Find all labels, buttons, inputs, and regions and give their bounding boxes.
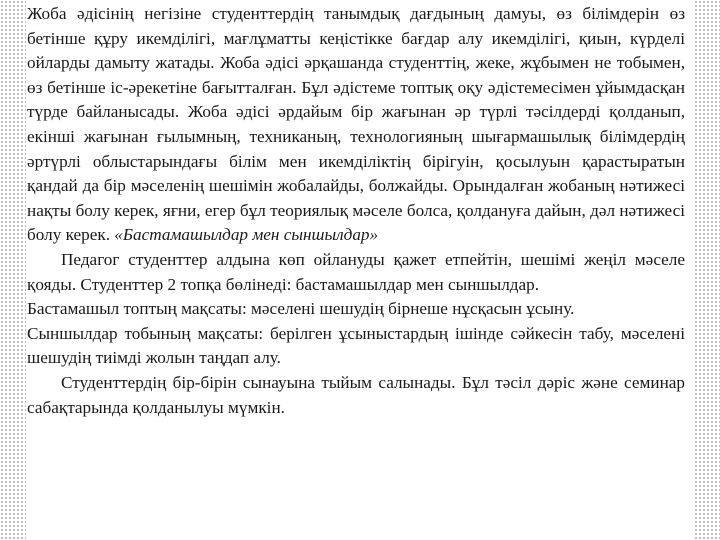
paragraph-teacher-task: Педагог студенттер алдына көп ойлануды қажет етпейтін, шешімі жеңіл мәселе қояды. Студенттер 2 топқа бөлінеді: бастамашылдар мен сыншылдар. <box>27 249 685 294</box>
paragraph-initiators-goal: Бастамашыл топтың мақсаты: мәселені шешудің бірнеше нұсқасын ұсыну. <box>27 299 575 319</box>
paragraph-1-text: Жоба әдісінің негізіне студенттердің танымдық дағдының дамуы, өз білімдерін өз бетінше құру икемділігі, мағлұматты кеңістікке бағдар алу икемділігі, қиын, күрделі ойларды дамыту жатады. Жоба әдісі әрқашанда студенттің, жеке, жұбымен не тобымен, өз бетінше іс-әрекетіне бағытталған. Бұл әдістеме топтық оқу әдістемесімен ұйымдасқан түрде байланысады. Жоба әдісі әрдайым бір жағынан әр түрлі тәсілдерді қолданып, екінші жағынан ғылымның, техниканың, технологияның шығармашылық білімдердің әртүрлі облыстарындағы білім мен икемділіктің бірігуін, қосылуын қарастыратын қандай да бір мәселенің шешімін жобалайды, болжайды. Орындалған жобаның нәтижесі нақты болу керек, яғни, егер бұл теориялық мәселе болса, қолдануға дайын, дәл нәтижесі болу керек. <box>27 4 685 245</box>
right-dotted-border <box>694 0 720 540</box>
slide-body-text <box>27 2 685 420</box>
method-heading: «Бастамашылдар мен сыншылдар» <box>114 225 379 245</box>
left-dotted-border <box>0 0 26 540</box>
paragraph-rules: Студенттердің бір-бірін сынауына тыйым салынады. Бұл тәсіл дәріс және семинар сабақтарында қолданылуы мүмкін. <box>27 372 685 417</box>
paragraph-critics-goal: Сыншылдар тобының мақсаты: берілген ұсыныстардың ішінде сәйкесін табу, мәселені шешудің тиімді жолын таңдап алу. <box>27 323 685 368</box>
paragraph-project-method <box>27 2 685 248</box>
